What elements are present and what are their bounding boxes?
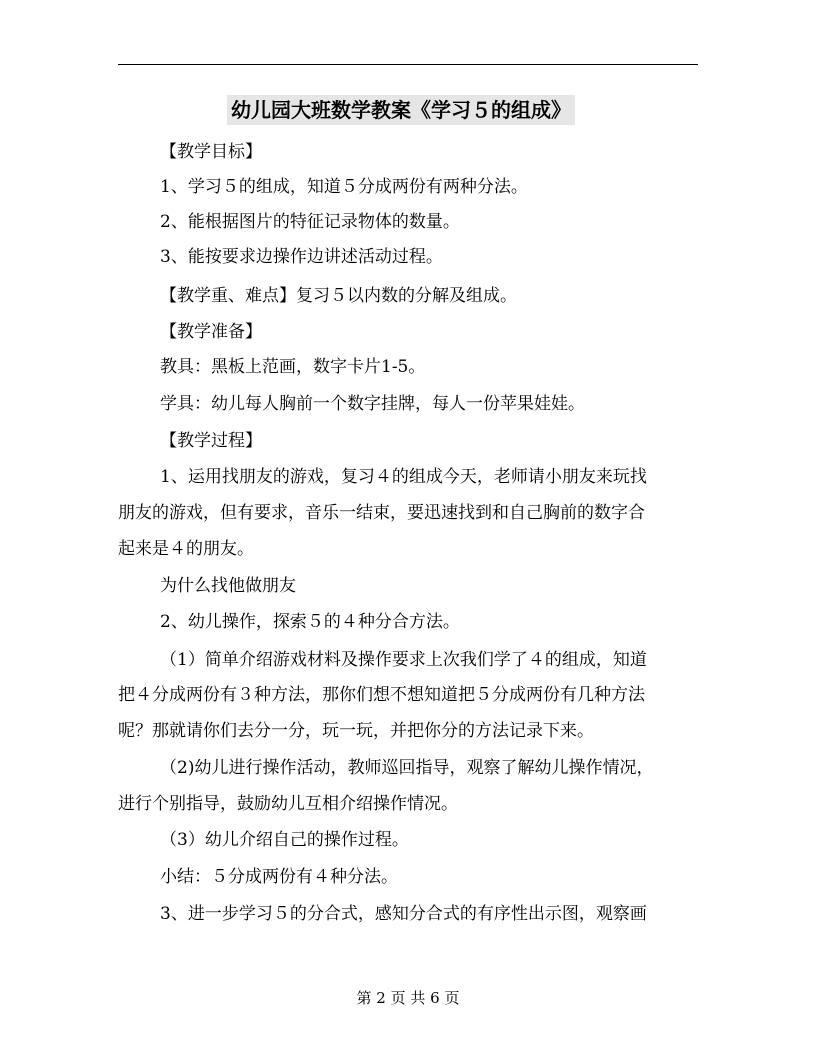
paragraph-line: （3）幼儿介绍自己的操作过程。 — [160, 830, 409, 850]
header-rule — [118, 64, 698, 65]
paragraph-line: 朋友的游戏，但有要求，音乐一结束，要迅速找到和自己胸前的数字合 — [118, 503, 645, 523]
paragraph-line: 3、能按要求边操作边讲述活动过程。 — [160, 247, 443, 267]
paragraph-line: 呢？那就请你们去分一分，玩一玩，并把你分的方法记录下来。 — [118, 721, 594, 741]
paragraph-line: （2)幼儿进行操作活动，教师巡回指导，观察了解幼儿操作情况， — [160, 758, 654, 778]
paragraph-line: 学具：幼儿每人胸前一个数字挂牌，每人一份苹果娃娃。 — [160, 394, 585, 414]
paragraph-line: 把４分成两份有３种方法，那你们想不想知道把５分成两份有几种方法 — [118, 685, 645, 705]
paragraph-line: 2、幼儿操作，探索５的４种分合方法。 — [160, 612, 460, 632]
section-heading-key-points: 【教学重、难点】复习５以内数的分解及组成。 — [160, 286, 517, 306]
document-title: 幼儿园大班数学教案《学习５的组成》 — [227, 95, 575, 125]
paragraph-line: 2、能根据图片的特征记录物体的数量。 — [160, 212, 460, 232]
paragraph-line: 1、运用找朋友的游戏，复习４的组成今天，老师请小朋友来玩找 — [160, 467, 647, 487]
section-heading-preparation: 【教学准备】 — [160, 322, 262, 342]
paragraph-line: 小结：５分成两份有４种分法。 — [160, 867, 398, 887]
paragraph-line: 教具：黑板上范画，数字卡片1-5。 — [160, 357, 426, 377]
paragraph-line: 进行个别指导，鼓励幼儿互相介绍操作情况。 — [118, 794, 458, 814]
paragraph-line: 为什么找他做朋友 — [160, 576, 296, 596]
paragraph-line: 1、学习５的组成，知道５分成两份有两种分法。 — [160, 177, 528, 197]
section-heading-objectives: 【教学目标】 — [160, 142, 262, 162]
paragraph-line: 3、进一步学习５的分合式，感知分合式的有序性出示图，观察画 — [160, 904, 647, 924]
paragraph-line: 起来是４的朋友。 — [118, 539, 254, 559]
section-heading-process: 【教学过程】 — [160, 431, 262, 451]
page-number: 第 2 页 共 6 页 — [356, 989, 460, 1007]
paragraph-line: （1）简单介绍游戏材料及操作要求上次我们学了４的组成，知道 — [160, 650, 647, 670]
